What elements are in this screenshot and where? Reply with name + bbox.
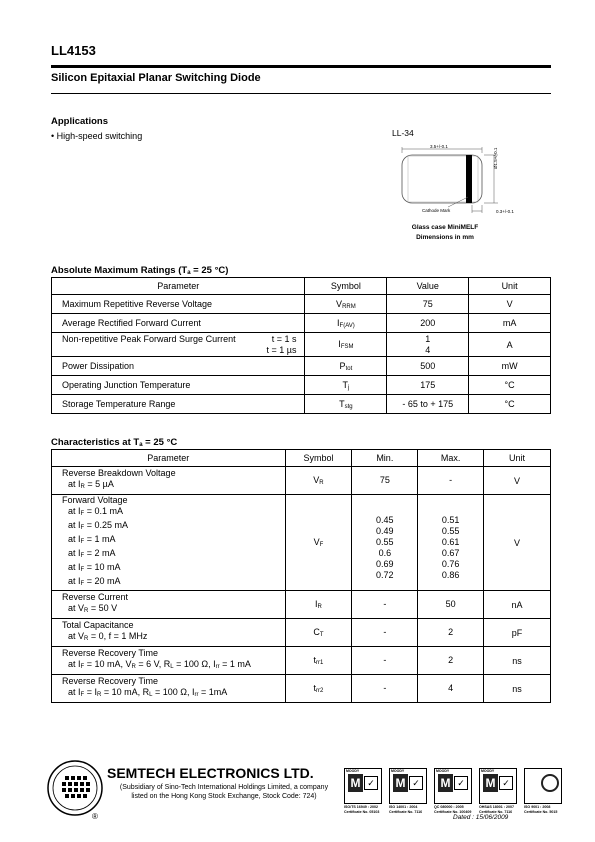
abs-max-title: Absolute Maximum Ratings ($T_a = 25$ °C) bbox=[51, 265, 229, 276]
document-subtitle: Silicon Epitaxial Planar Switching Diode bbox=[51, 72, 261, 84]
cert-logo bbox=[524, 768, 562, 804]
length-dimension: 3.5+/-0.1 bbox=[430, 144, 448, 149]
abs-max-table bbox=[51, 277, 551, 414]
characteristics-title: Characteristics at $T_a = 25$ °C bbox=[51, 437, 178, 448]
cert-logo: MOODY M ✓ bbox=[344, 768, 382, 804]
cert-caption: ISO 9001 : 2008 Certificate No. 5015 bbox=[524, 805, 558, 814]
company-subsidiary-note: (Subsidiary of Sino-Tech International Holdings Limited, a company listed on the Hong Kong Stock Exchange, Stock Code: 724) bbox=[119, 784, 329, 800]
part-number: LL4153 bbox=[51, 43, 96, 58]
table-header-row: Parameter Symbol Min. Max. Unit bbox=[52, 450, 551, 467]
package-outline-svg bbox=[380, 125, 550, 225]
header-rule-thin bbox=[51, 93, 551, 94]
applications-title: Applications bbox=[51, 116, 109, 127]
dated-text: Dated : 15/06/2009 bbox=[453, 814, 509, 821]
table-header-row: Parameter Symbol Value Unit bbox=[52, 278, 551, 295]
package-drawing bbox=[380, 125, 550, 245]
application-item: • High-speed switching bbox=[51, 131, 143, 141]
table-row: Maximum Repetitive Reverse Voltage $V_{RRM}$ 75 V bbox=[52, 295, 551, 314]
characteristics-table bbox=[51, 449, 551, 703]
cert-caption: ISO/TS 16949 : 2002 Certificate No. 05103 bbox=[344, 805, 380, 814]
diameter-dimension: Ø1.5+/-0.1 bbox=[493, 147, 498, 169]
cert-caption: QC 080000 : 2005 Certificate No. 100409 bbox=[434, 805, 472, 814]
company-name: SEMTECH ELECTRONICS LTD. bbox=[107, 765, 314, 781]
cert-caption: ISO 14001 : 2004 Certificate No. 7116 bbox=[389, 805, 423, 814]
check-icon: ✓ bbox=[364, 776, 378, 790]
table-row: Reverse Current at $V_R = 50$ V $I_R$ - 50 nA bbox=[52, 591, 551, 619]
table-row: Reverse Recovery Time at $I_F = 10$ mA, $V_R = 6$ V, $R_L = 100$ Ω, $I_{rr} = 1$ mA $t_{rr1}$ - 2 ns bbox=[52, 647, 551, 675]
table-row: Storage Temperature Range $T_{stg}$ - 65 to + 175 °C bbox=[52, 395, 551, 414]
cert-logo: MOODY M ✓ bbox=[389, 768, 427, 804]
package-name: LL-34 bbox=[392, 128, 414, 138]
semtech-logo bbox=[46, 759, 104, 817]
table-row: Reverse Recovery Time at $I_F = I_R = 10$ mA, $R_L = 100$ Ω, $I_{rr} = 1mA$ $t_{rr2}$ - 4 ns bbox=[52, 675, 551, 703]
band-dimension: 0.3+/-0.1 bbox=[496, 209, 514, 214]
cert-caption: OHSAS 18001 : 2007 Certificate No. 7116 bbox=[479, 805, 514, 814]
package-caption: Glass case MiniMELF Dimensions in mm bbox=[411, 224, 479, 241]
check-icon: ✓ bbox=[409, 776, 423, 790]
sgs-round-icon bbox=[541, 774, 559, 792]
table-row: Total Capacitance at $V_R = 0$, f = 1 MHz $C_T$ - 2 pF bbox=[52, 619, 551, 647]
check-icon: ✓ bbox=[454, 776, 468, 790]
registered-mark: ® bbox=[92, 812, 98, 821]
cert-logo: MOODY M ✓ bbox=[434, 768, 472, 804]
table-row: Power Dissipation $P_{tot}$ 500 mW bbox=[52, 357, 551, 376]
check-icon: ✓ bbox=[499, 776, 513, 790]
table-row: Average Rectified Forward Current $I_{F(AV)}$ 200 mA bbox=[52, 314, 551, 333]
header-rule-thick bbox=[51, 65, 551, 68]
table-row: Forward Voltage at $I_F = 0.1$ mA at $I_F = 0.25$ mA at $I_F = 1$ mA at $I_F = 2$ mA at $I_F = 10$ mA at $I_F = 20$ mA $V_F$ 0.45 0.49 0.55 0.6 0.69 0.72 0.51 0.55 0.61 0.67 0.76 0.86 V bbox=[52, 495, 551, 591]
cathode-mark-label: Cathode Mark bbox=[422, 208, 451, 213]
table-row: Non-repetitive Peak Forward Surge Current t = 1 s t = 1 µs $I_{FSM}$ 1 4 A bbox=[52, 333, 551, 357]
cert-logo: MOODY M ✓ bbox=[479, 768, 517, 804]
table-row: Operating Junction Temperature $T_j$ 175 °C bbox=[52, 376, 551, 395]
table-row: Reverse Breakdown Voltage at $I_R = 5$ µA $V_R$ 75 - V bbox=[52, 467, 551, 495]
